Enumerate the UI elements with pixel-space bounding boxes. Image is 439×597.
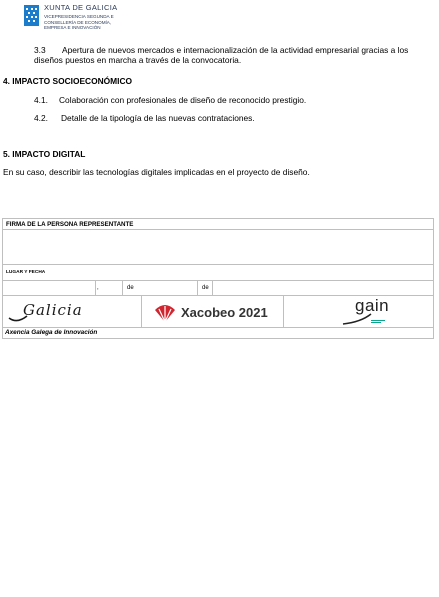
day-field[interactable] — [100, 281, 123, 295]
item-text-continued: diseños puestos en marcha a través de la convocatoria. — [34, 55, 242, 65]
item-text: Colaboración con profesionales de diseño de reconocido prestigio. — [59, 95, 307, 105]
xacobeo-shell-icon — [153, 303, 177, 323]
section-5-title: 5. IMPACTO DIGITAL — [3, 149, 86, 159]
signature-area[interactable] — [2, 229, 434, 265]
agency-row — [2, 327, 434, 339]
item-4-2 — [34, 113, 255, 123]
item-3-3 — [34, 45, 436, 65]
section-5-text: En su caso, describir las tecnologías digitales implicadas en el proyecto de diseño. — [3, 167, 310, 177]
logos-row — [2, 295, 434, 328]
department-name: VICEPRESIDENCIA SEGUNDA E CONSELLERÍA DE ECONOMÍA, EMPRESA E INNOVACIÓN — [44, 14, 114, 31]
xunta-flag-icon — [24, 5, 39, 26]
xacobeo-logo-cell — [141, 296, 284, 327]
item-text: Detalle de la tipología de las nuevas contrataciones. — [61, 113, 255, 123]
section-4-title: 4. IMPACTO SOCIOECONÓMICO — [3, 76, 133, 86]
year-field[interactable] — [212, 281, 434, 295]
gain-logo-cell — [283, 296, 433, 327]
agency-name: Axencia Galega de Innovación — [5, 329, 98, 336]
galicia-logo: Galicia — [23, 301, 83, 319]
signature-title: FIRMA DE LA PERSONA REPRESENTANTE — [6, 221, 134, 228]
place-field[interactable] — [3, 281, 96, 295]
item-4-1 — [34, 95, 306, 105]
xacobeo-logo: Xacobeo 2021 — [181, 305, 268, 320]
place-date-row — [2, 280, 434, 296]
place-date-label: LUGAR Y FECHA — [6, 270, 46, 275]
xunta-logo — [24, 3, 144, 33]
item-text: Apertura de nuevos mercados e internacionalización de la actividad empresarial gracias a los — [62, 45, 409, 55]
org-name: XUNTA DE GALICIA — [44, 3, 118, 12]
galicia-logo-cell — [3, 296, 142, 327]
de-label: de — [202, 285, 209, 291]
item-number: 3.3 — [34, 45, 46, 55]
gain-swoosh-icon — [341, 310, 401, 326]
de-label: de — [127, 285, 134, 291]
gain-logo: gain — [355, 296, 390, 315]
month-field[interactable] — [139, 281, 198, 295]
comma-separator: , — [97, 285, 99, 291]
item-number: 4.2. — [34, 113, 48, 123]
item-number: 4.1. — [34, 95, 48, 105]
place-date-label-row — [2, 264, 434, 281]
